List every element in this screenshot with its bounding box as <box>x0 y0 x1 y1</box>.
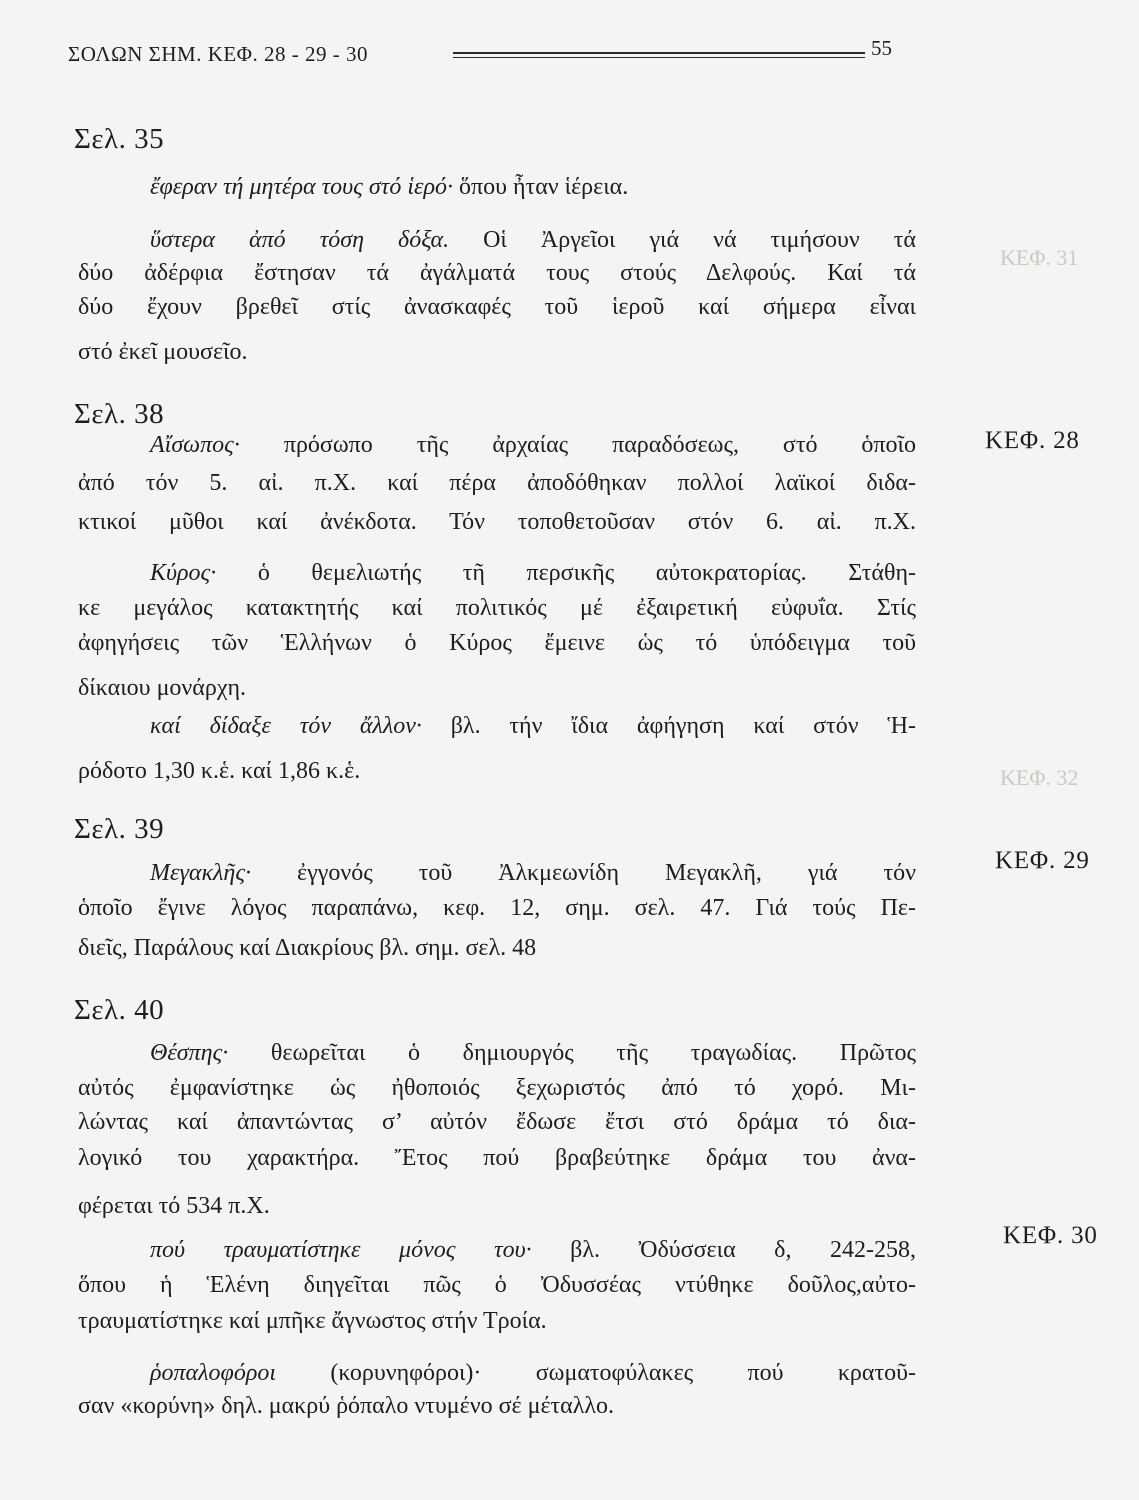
text-line: τραυματίστηκε καί μπῆκε ἄγνωστος στήν Τροία. <box>78 1308 547 1334</box>
header-title: ΣΟΛΩΝ ΣΗΜ. ΚΕΦ. 28 - 29 - 30 <box>68 42 369 66</box>
term: ὕστερα ἀπό τόση δόξα. <box>150 227 450 253</box>
term: καί δίδαξε τόν ἄλλον· <box>150 713 422 739</box>
term: Αἴσωπος· <box>150 432 240 458</box>
text-line: διεῖς, Παράλους καί Διακρίους βλ. σημ. σελ. 48 <box>78 935 537 961</box>
text-line: στό ἐκεῖ μουσεῖο. <box>78 339 248 365</box>
text-line: δύο ἀδέρφια ἔστησαν τά ἀγάλματά τους στούς Δελφούς. Καί τά <box>78 260 916 286</box>
text-line <box>150 172 916 202</box>
text-line: σαν «κορύνη» δηλ. μακρύ ῥόπαλο ντυμένο σέ μέταλλο. <box>78 1393 615 1419</box>
text: θεωρεῖται ὁ δημιουργός τῆς τραγωδίας. Πρῶτος <box>228 1040 916 1066</box>
term: πού τραυματίστηκε μόνος του· <box>150 1237 532 1263</box>
margin-label-kef-30: ΚΕΦ. 30 <box>1003 1222 1098 1249</box>
text-line <box>150 430 916 460</box>
section-heading: Σελ. 40 <box>74 994 165 1026</box>
text: (κορυνηφόροι)· σωματοφύλακες πού κρατοῦ- <box>276 1360 916 1386</box>
term: ῥοπαλοφόροι <box>150 1360 276 1386</box>
text-line: αὐτός ἐμφανίστηκε ὡς ἠθοποιός ξεχωριστός ἀπό τό χορό. Μι- <box>78 1075 916 1101</box>
text-line <box>150 1038 916 1068</box>
section-heading: Σελ. 39 <box>74 813 165 845</box>
text-line: λογικό του χαρακτήρα. Ἔτος πού βραβεύτηκε δράμα του ἀνα- <box>78 1145 916 1171</box>
text-line <box>150 858 916 888</box>
text-line: δίκαιου μονάρχη. <box>78 675 247 701</box>
text-line: κε μεγάλος κατακτητής καί πολιτικός μέ ἐξαιρετική εὐφυΐα. Στίς <box>78 595 916 621</box>
text-line <box>150 711 916 741</box>
page-number: 55 <box>871 36 892 60</box>
text-line <box>150 1235 916 1265</box>
text-line: ὅπου ἡ Ἑλένη διηγεῖται πῶς ὁ Ὀδυσσέας ντύθηκε δοῦλος,αὐτο- <box>78 1272 916 1298</box>
term: Θέσπης· <box>150 1040 229 1066</box>
term: ἔφεραν τή μητέρα τους στό ἱερό· <box>150 174 453 200</box>
margin-label-kef-28: ΚΕΦ. 28 <box>985 427 1080 454</box>
header-rule <box>453 52 865 58</box>
text: ὁ θεμελιωτής τῆ περσικῆς αὐτοκρατορίας. Στάθη- <box>216 560 916 586</box>
margin-label-kef-29: ΚΕΦ. 29 <box>995 847 1090 874</box>
text-line <box>150 558 916 588</box>
text: ἐγγονός τοῦ Ἀλκμεωνίδη Μεγακλῆ, γιά τόν <box>251 860 916 886</box>
running-header <box>68 36 898 70</box>
text-line: ἀπό τόν 5. αἰ. π.Χ. καί πέρα ἀποδόθηκαν πολλοί λαϊκοί διδα- <box>78 470 916 496</box>
text-line: ὁποῖο ἔγινε λόγος παραπάνω, κεφ. 12, σημ. σελ. 47. Γιά τούς Πε- <box>78 895 916 921</box>
section-heading: Σελ. 35 <box>74 123 165 155</box>
text-line: φέρεται τό 534 π.Χ. <box>78 1193 270 1219</box>
text-line <box>150 225 916 255</box>
term: Κύρος· <box>150 560 217 586</box>
text-line: ρόδοτο 1,30 κ.ἑ. καί 1,86 κ.ἑ. <box>78 758 361 784</box>
text: Οἱ Ἀργεῖοι γιά νά τιμήσουν τά <box>449 227 916 253</box>
text: πρόσωπο τῆς ἀρχαίας παραδόσεως, στό ὁποῖο <box>239 432 916 458</box>
text-line: λώντας καί ἀπαντώντας σ’ αὐτόν ἔδωσε ἔτσι στό δράμα τό δια- <box>78 1109 916 1135</box>
text: βλ. τήν ἴδια ἀφήγηση καί στόν Ἡ- <box>421 713 916 739</box>
section-heading: Σελ. 38 <box>74 398 165 430</box>
bleed-through: ΚΕΦ. 32 <box>1000 765 1079 790</box>
term: Μεγακλῆς· <box>150 860 252 886</box>
text-line: κτικοί μῦθοι καί ἀνέκδοτα. Τόν τοποθετοῦσαν στόν 6. αἰ. π.Χ. <box>78 509 916 535</box>
bleed-through: ΚΕΦ. 31 <box>1000 245 1079 270</box>
text-line: δύο ἔχουν βρεθεῖ στίς ἀνασκαφές τοῦ ἱεροῦ καί σήμερα εἶναι <box>78 294 916 320</box>
text-line <box>150 1358 916 1388</box>
text-line: ἀφηγήσεις τῶν Ἑλλήνων ὁ Κύρος ἔμεινε ὡς τό ὑπόδειγμα τοῦ <box>78 630 916 656</box>
text: ὅπου ἦταν ἱέρεια. <box>453 174 629 200</box>
text: βλ. Ὀδύσσεια δ, 242-258, <box>531 1237 917 1263</box>
